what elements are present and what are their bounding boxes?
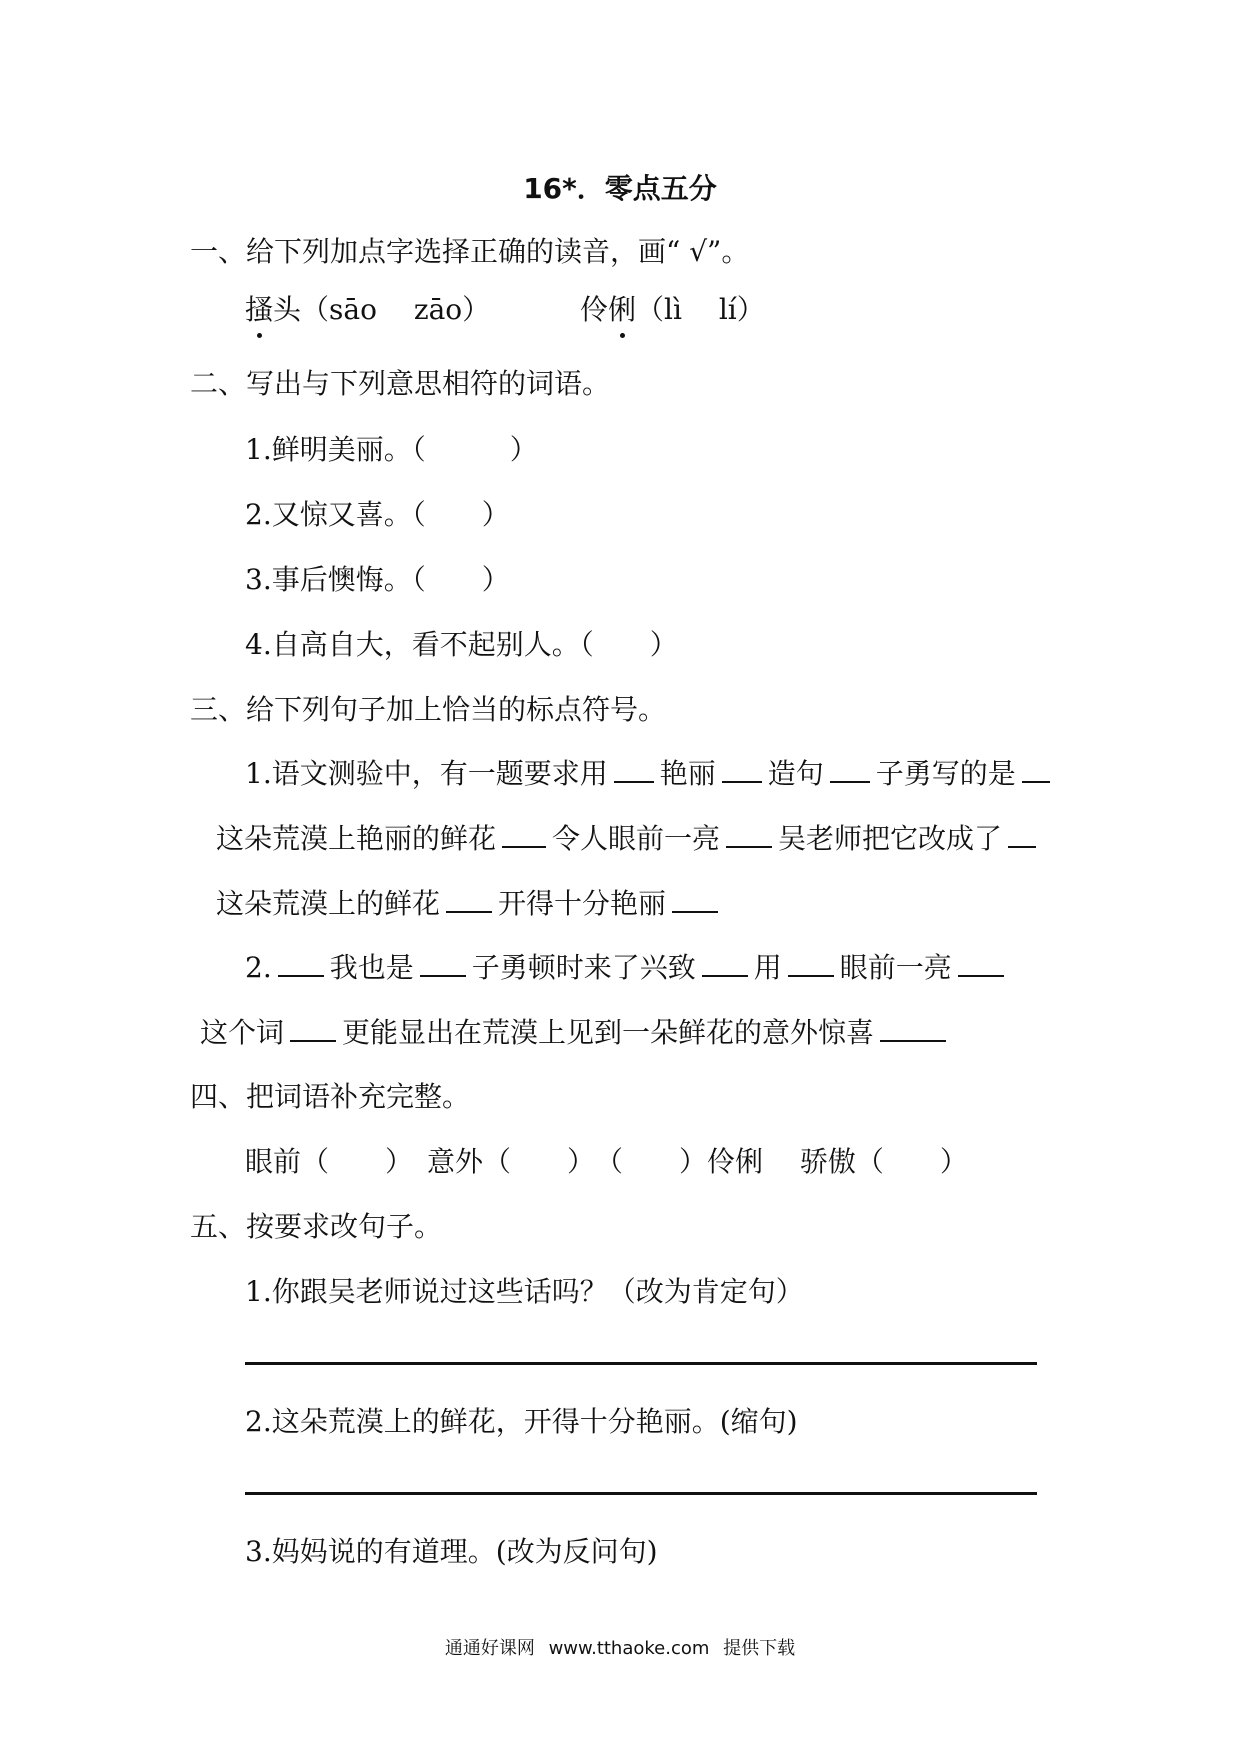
- punctuation-q1-line1: 1.语文测验中，有一题要求用 艳丽 造句 子勇写的是: [245, 752, 1056, 792]
- blank: [672, 891, 718, 913]
- footer-url[interactable]: www.tthaoke.com: [548, 1638, 710, 1659]
- blank: [278, 955, 324, 977]
- blank: [830, 761, 870, 783]
- pair2-rest: （lì lí）: [636, 293, 765, 326]
- dotted-char: 俐: [608, 288, 636, 328]
- answer-line[interactable]: [245, 1362, 1037, 1365]
- page-title: 16*．零点五分: [523, 172, 717, 205]
- dotted-char: 搔: [245, 288, 273, 328]
- blank: [502, 826, 546, 848]
- definition-item: 3.事后懊悔。（ ）: [245, 563, 510, 596]
- blank: [702, 955, 748, 977]
- footer-suffix: 提供下载: [723, 1638, 796, 1659]
- footer: [0, 1634, 1240, 1660]
- pronunciation-pair-2: [580, 288, 765, 328]
- section2-heading: 二、写出与下列意思相符的词语。: [190, 367, 611, 400]
- punctuation-q1-line2: 这朵荒漠上艳丽的鲜花 令人眼前一亮 吴老师把它改成了: [216, 817, 1042, 857]
- pronunciation-pair-1: [245, 288, 490, 328]
- answer-line[interactable]: [245, 1492, 1037, 1495]
- blank: [614, 761, 654, 783]
- rewrite-item: 3.妈妈说的有道理。(改为反问句): [245, 1535, 658, 1568]
- punctuation-q2-line1: 2. 我也是 子勇顿时来了兴致 用 眼前一亮: [245, 946, 1010, 986]
- blank: [726, 826, 772, 848]
- section5-heading: 五、按要求改句子。: [190, 1210, 443, 1243]
- footer-site-name: 通通好课网: [444, 1638, 535, 1659]
- idiom-completion: 眼前（ ） 意外（ ） （ ）伶俐 骄傲（ ）: [245, 1145, 968, 1178]
- rewrite-item: 2.这朵荒漠上的鲜花，开得十分艳丽。(缩句): [245, 1405, 798, 1438]
- definition-item: 1.鲜明美丽。（ ）: [245, 433, 538, 466]
- blank: [290, 1020, 336, 1042]
- blank: [958, 955, 1004, 977]
- definition-item: 2.又惊又喜。（ ）: [245, 498, 510, 531]
- blank: [788, 955, 834, 977]
- punctuation-q1-line3: 这朵荒漠上的鲜花 开得十分艳丽: [216, 882, 724, 922]
- section4-heading: 四、把词语补充完整。: [190, 1080, 471, 1113]
- blank: [880, 1020, 946, 1042]
- pair1-rest: 头（sāo zāo）: [273, 293, 491, 326]
- blank: [420, 955, 466, 977]
- blank: [1022, 761, 1050, 783]
- section3-heading: 三、给下列句子加上恰当的标点符号。: [190, 693, 667, 726]
- pair2-first: 伶: [580, 293, 609, 326]
- rewrite-item: 1.你跟吴老师说过这些话吗？（改为肯定句）: [245, 1275, 804, 1308]
- definition-item: 4.自高自大，看不起别人。（ ）: [245, 628, 678, 661]
- section1-heading: 一、给下列加点字选择正确的读音，画“ √”。: [190, 235, 750, 268]
- blank: [446, 891, 492, 913]
- blank: [1008, 826, 1036, 848]
- punctuation-q2-line2: 这个词 更能显出在荒漠上见到一朵鲜花的意外惊喜: [200, 1011, 952, 1051]
- blank: [722, 761, 762, 783]
